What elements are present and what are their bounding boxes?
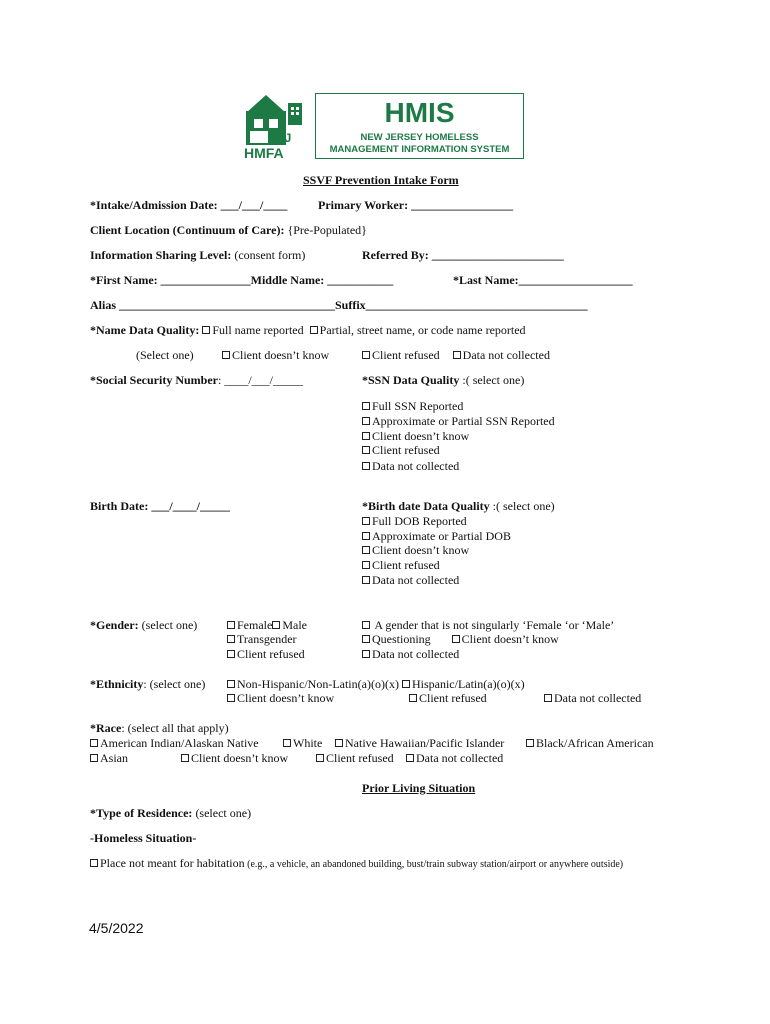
race-option — [406, 751, 503, 765]
name-dq-label: *Name Data Quality: — [90, 323, 200, 337]
ethnicity-value: : (select one) — [143, 677, 206, 691]
ethnicity-heading — [90, 677, 205, 691]
gender-option-row — [362, 632, 559, 646]
race-heading — [90, 721, 229, 735]
race-option — [90, 736, 259, 750]
option-label: Asian — [100, 751, 128, 765]
option-label: Data not collected — [372, 573, 460, 587]
option-label: Female — [237, 618, 273, 632]
option-note: (e.g., a vehicle, an abandoned building, bust/train subway station/airport or anywhere outside) — [244, 859, 624, 870]
birth-dq-option — [362, 558, 440, 572]
name-dq-option-row — [362, 348, 550, 362]
option-label: Client refused — [326, 751, 394, 765]
option-label: Client doesn’t know — [461, 632, 559, 646]
option-label: Approximate or Partial SSN Reported — [372, 414, 555, 428]
gender-option-row — [227, 647, 305, 661]
ssn-dq-option — [362, 429, 469, 443]
birth-dq-option — [362, 573, 459, 587]
checkbox[interactable] — [227, 635, 235, 643]
name-dq-option: Client doesn’t know — [232, 348, 330, 362]
checkbox[interactable] — [316, 754, 324, 762]
checkbox[interactable] — [227, 621, 235, 629]
hmis-logo — [315, 93, 524, 159]
option-label: White — [293, 736, 323, 750]
checkbox[interactable] — [526, 739, 534, 747]
option-label: Data not collected — [416, 751, 504, 765]
option-label: Data not collected — [554, 691, 642, 705]
checkbox[interactable] — [362, 635, 370, 643]
info-sharing-value: (consent form) — [231, 248, 306, 262]
client-location-row — [90, 223, 367, 237]
name-dq-option: Client refused — [372, 348, 440, 362]
race-option — [181, 751, 288, 765]
option-label: Male — [282, 618, 307, 632]
residence-heading — [90, 806, 251, 820]
birth-dq-heading — [362, 499, 555, 513]
prior-living-heading: Prior Living Situation — [362, 781, 476, 795]
name-dq-option-row — [222, 348, 329, 362]
name-dq-row — [90, 323, 526, 337]
checkbox[interactable] — [90, 754, 98, 762]
ssn-dq-option — [362, 459, 459, 473]
info-sharing-label: Information Sharing Level: — [90, 248, 232, 262]
checkbox[interactable] — [362, 446, 370, 454]
primary-worker-field[interactable]: Primary Worker: _________________ — [318, 198, 514, 212]
option-label: Questioning — [372, 632, 431, 646]
checkbox[interactable] — [310, 326, 318, 334]
race-option — [526, 736, 654, 750]
checkbox[interactable] — [227, 650, 235, 658]
ssn-label: *Social Security Number — [90, 373, 218, 387]
birth-date-field[interactable]: Birth Date: ___/____/_____ — [90, 499, 230, 513]
birth-dq-option — [362, 543, 469, 557]
option-label: Non-Hispanic/Non-Latin(a)(o)(x) — [237, 677, 399, 691]
ethnicity-option-row — [227, 691, 334, 705]
hmis-title: HMIS — [384, 97, 455, 128]
option-label: Native Hawaiian/Pacific Islander — [345, 736, 505, 750]
checkbox[interactable] — [362, 532, 370, 540]
form-title: SSVF Prevention Intake Form — [303, 173, 459, 187]
race-value: : (select all that apply) — [121, 721, 229, 735]
ssn-field[interactable] — [90, 373, 303, 387]
checkbox[interactable] — [227, 694, 235, 702]
option-label: A gender that is not singularly ‘Female ‘or ‘Male’ — [372, 618, 615, 632]
ssn-dq-option — [362, 414, 555, 428]
race-option — [316, 751, 394, 765]
gender-heading — [90, 618, 197, 632]
birth-dq-label: *Birth date Data Quality — [362, 499, 490, 513]
checkbox[interactable] — [90, 739, 98, 747]
hmis-subtitle-2: MANAGEMENT INFORMATION SYSTEM — [329, 144, 510, 155]
name-dq-option: Data not collected — [462, 348, 550, 362]
option-label: Data not collected — [372, 647, 460, 661]
race-option — [283, 736, 322, 750]
logo-hmfa-text: HMFA — [244, 145, 284, 161]
checkbox[interactable] — [362, 462, 370, 470]
option-label: American Indian/Alaskan Native — [100, 736, 259, 750]
gender-option-row — [362, 618, 614, 632]
checkbox[interactable] — [452, 635, 460, 643]
client-location-value: {Pre-Populated} — [284, 223, 367, 237]
homeless-option — [90, 856, 623, 872]
option-label: Full SSN Reported — [372, 399, 464, 413]
ethnicity-option-row — [409, 691, 487, 705]
ssn-dq-label: *SSN Data Quality — [362, 373, 460, 387]
checkbox[interactable] — [362, 417, 370, 425]
checkbox[interactable] — [362, 621, 370, 629]
birth-dq-value: :( select one) — [489, 499, 555, 513]
checkbox[interactable] — [362, 351, 370, 359]
option-label: Approximate or Partial DOB — [372, 529, 511, 543]
gender-option-row — [227, 632, 297, 646]
footer-date: 4/5/2022 — [89, 920, 144, 936]
checkbox[interactable] — [222, 351, 230, 359]
last-name-field[interactable]: *Last Name:___________________ — [453, 273, 633, 287]
checkbox[interactable] — [227, 680, 235, 688]
client-location-label: Client Location (Continuum of Care): — [90, 223, 285, 237]
checkbox[interactable] — [283, 739, 291, 747]
option-label: Client refused — [372, 443, 440, 457]
option-label: Data not collected — [372, 459, 460, 473]
ethnicity-label: *Ethnicity — [90, 677, 144, 691]
name-dq-option: Full name reported — [212, 323, 304, 337]
option-label: Client refused — [372, 558, 440, 572]
gender-value: (select one) — [138, 618, 198, 632]
ssn-dq-heading — [362, 373, 524, 387]
option-label: Black/African American — [536, 736, 654, 750]
option-label: Client doesn’t know — [372, 429, 470, 443]
checkbox[interactable] — [402, 680, 410, 688]
select-one-note: (Select one) — [136, 348, 194, 362]
checkbox[interactable] — [362, 561, 370, 569]
option-label: Client refused — [237, 647, 305, 661]
birth-dq-option — [362, 529, 511, 543]
ethnicity-option-row — [227, 677, 525, 691]
gender-option-row — [227, 618, 307, 632]
checkbox[interactable] — [335, 739, 343, 747]
checkbox[interactable] — [406, 754, 414, 762]
option-label: Transgender — [237, 632, 297, 646]
checkbox[interactable] — [90, 859, 98, 867]
option-label: Place not meant for habitation — [100, 856, 245, 870]
checkbox[interactable] — [362, 402, 370, 410]
residence-label: *Type of Residence: — [90, 806, 193, 820]
race-label: *Race — [90, 721, 122, 735]
alias-suffix-field[interactable]: Alias ____________________________________Suffix_____________________________________ — [90, 298, 588, 312]
logo-nj-text: NJ — [274, 131, 294, 145]
njhmfa-logo — [244, 93, 304, 161]
option-label: Full DOB Reported — [372, 514, 467, 528]
gender-option-row — [362, 647, 459, 661]
checkbox[interactable] — [409, 694, 417, 702]
intake-date-field[interactable]: *Intake/Admission Date: ___/___/____ — [90, 198, 288, 212]
checkbox[interactable] — [362, 650, 370, 658]
checkbox[interactable] — [362, 432, 370, 440]
info-sharing-row — [90, 248, 305, 262]
ssn-dq-option — [362, 399, 463, 413]
checkbox[interactable] — [202, 326, 210, 334]
ssn-dq-value: :( select one) — [459, 373, 525, 387]
gender-label: *Gender: — [90, 618, 139, 632]
hmis-subtitle-1: NEW JERSEY HOMELESS — [360, 132, 479, 143]
first-middle-name-field[interactable]: *First Name: _______________Middle Name: ___________ — [90, 273, 394, 287]
ethnicity-option-row — [544, 691, 641, 705]
residence-value: (select one) — [192, 806, 252, 820]
birth-dq-option — [362, 514, 467, 528]
checkbox[interactable] — [362, 576, 370, 584]
option-label: Client refused — [419, 691, 487, 705]
option-label: Client doesn’t know — [191, 751, 289, 765]
checkbox[interactable] — [362, 517, 370, 525]
ssn-value: : ____/___/_____ — [218, 373, 304, 387]
homeless-situation-heading: -Homeless Situation- — [90, 831, 197, 845]
checkbox[interactable] — [544, 694, 552, 702]
checkbox[interactable] — [453, 351, 461, 359]
referred-by-field[interactable]: Referred By: ______________________ — [362, 248, 564, 262]
name-dq-option: Partial, street name, or code name reported — [319, 323, 526, 337]
ssn-dq-option — [362, 443, 440, 457]
option-label: Client doesn’t know — [372, 543, 470, 557]
option-label: Client doesn’t know — [237, 691, 335, 705]
checkbox[interactable] — [181, 754, 189, 762]
checkbox[interactable] — [272, 621, 280, 629]
race-option — [90, 751, 128, 765]
race-option — [335, 736, 504, 750]
option-label: Hispanic/Latin(a)(o)(x) — [411, 677, 525, 691]
checkbox[interactable] — [362, 546, 370, 554]
